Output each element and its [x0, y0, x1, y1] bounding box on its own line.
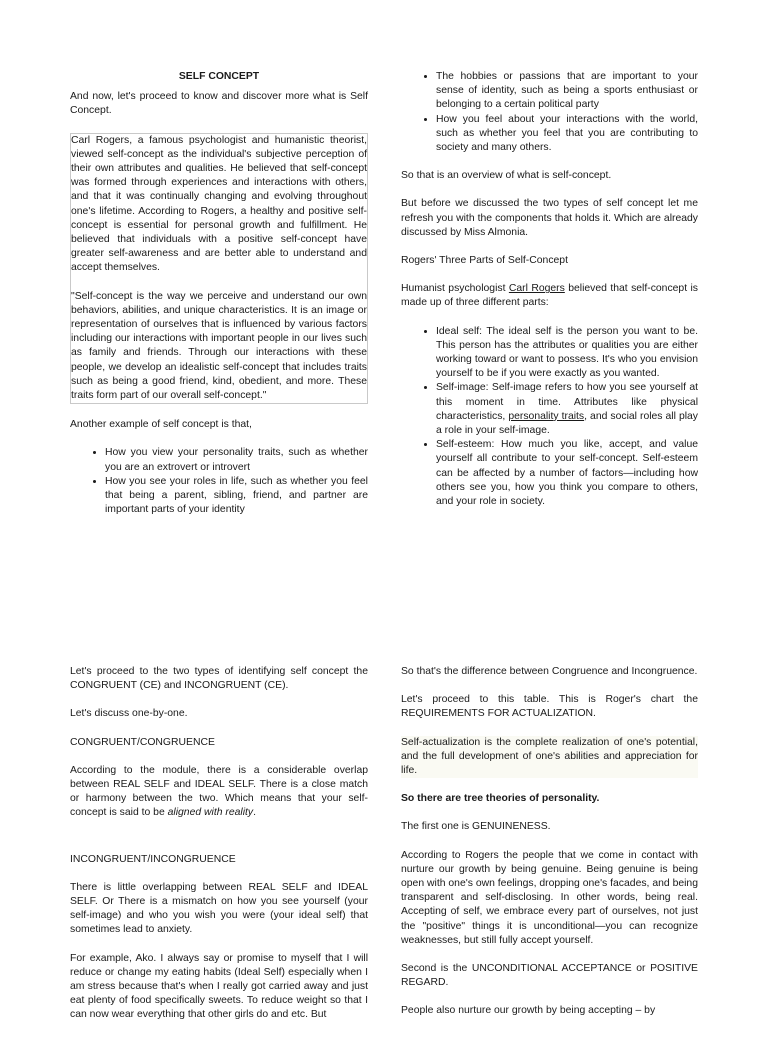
- another-example: Another example of self concept is that,: [70, 419, 252, 431]
- congruence-paragraph: [70, 764, 368, 821]
- humanist-paragraph: [401, 282, 698, 310]
- congruence-text: According to the module, there is a considerable overlap between REAL SELF and IDEAL SELF. There is a close match or harmony between the two. Which means that your self-concept is said to be: [70, 764, 368, 819]
- list-item: • The hobbies or passions that are important to your sense of identity, such as being a sports enthusiast or belonging to a certain political party: [436, 70, 698, 113]
- right-column-top: [401, 70, 698, 523]
- difference-paragraph: So that's the difference between Congruence and Incongruence.: [401, 666, 698, 677]
- left-column-top: [70, 70, 368, 531]
- self-image-item: [436, 381, 698, 438]
- list-item: • How you see your roles in life, such as whether you feel that being a parent, sibling, friend, and partner are important parts of your identity: [105, 475, 368, 518]
- genuineness-paragraph: According to Rogers the people that we come in contact with nurture our growth by being genuine. Being genuine is being open with one's own feelings, dropping one's facades, and being transparent and self-disclosing. In other words, being real. Accepting of self, we embrace every part of ourselves, not just the "positive" things it is unconditional—you can recognize weaknesses, but still fully accept yourself.: [401, 849, 698, 946]
- example-list-continued: [401, 70, 698, 155]
- parts-list: [401, 325, 698, 510]
- one-by-one: Let's discuss one-by-one.: [70, 708, 188, 720]
- list-item: • How you view your personality traits, such as whether you are an extrovert or introvert: [105, 446, 368, 474]
- quote-box: [70, 133, 368, 405]
- aligned-emphasis: aligned with reality: [167, 807, 254, 819]
- incongruence-heading: INCONGRUENT/INCONGRUENCE: [70, 853, 236, 865]
- before-paragraph: But before we discussed the two types of self concept let me refresh you with the components that holds it. Which are already discussed by Miss Almonia.: [401, 198, 698, 238]
- intro-paragraph: And now, let's proceed to know and discover more what is Self Concept.: [70, 91, 368, 117]
- self-image-text-end: , and social roles all play a role in your self-image.: [436, 410, 699, 437]
- page-title: SELF CONCEPT: [178, 71, 260, 82]
- two-types-paragraph: Let's proceed to the two types of identifying self concept the CONGRUENT (CE) and INCONGRUENT (CE).: [70, 666, 368, 692]
- incongruence-paragraph: There is little overlapping between REAL SELF and IDEAL SELF. Or There is a mismatch on how you see yourself (your self-image) and who you wish you were (your ideal self) that sometimes lead to anxiety.: [70, 881, 368, 936]
- right-column-bottom: [401, 665, 698, 1033]
- left-column-bottom: [70, 665, 368, 1037]
- congruence-heading: CONGRUENT/CONGRUENCE: [70, 736, 215, 748]
- genuineness-heading: The first one is GENUINENESS.: [401, 821, 551, 833]
- list-item: • How you feel about your interactions with the world, such as whether you feel that you are contributing to society and many others.: [436, 113, 698, 156]
- rogers-paragraph: Carl Rogers, a famous psychologist and humanistic theorist, viewed self-concept as the individual's subjective perception of their own attributes and qualities. He believed that self-concept was formed through experiences and interactions with others, and that it was continually changing and evolving throughout one's lifetime. According to Rogers, a healthy and positive self-concept is essential for personal growth and fulfillment. He believed that individuals with a positive self-concept have greater self-awareness and are better able to understand and accept themselves.: [71, 134, 367, 274]
- self-esteem-item: • Self-esteem: How much you like, accept, and value yourself all contribute to your self-concept. Self-esteem can be affected by a number of factors—including how others see you, how you think you compare to others, and your role in society.: [436, 438, 698, 509]
- personality-traits-link[interactable]: personality traits: [508, 410, 585, 422]
- three-theories-heading: So there are tree theories of personality.: [401, 793, 600, 805]
- ideal-self-item: • Ideal self: The ideal self is the person you want to be. This person has the attributes or qualities you are either working toward or want to possess. It's who you envision yourself to be if you were exactly as you wanted.: [436, 325, 698, 382]
- parts-heading: Rogers' Three Parts of Self-Concept: [401, 255, 568, 267]
- overview-paragraph: So that is an overview of what is self-concept.: [401, 170, 612, 182]
- humanist-text-end: believed that self-concept is made up of three different parts:: [401, 283, 698, 309]
- table-paragraph: Let's proceed to this table. This is Roger's chart the REQUIREMENTS FOR ACTUALIZATION.: [401, 694, 698, 720]
- congruence-text-end: .: [253, 807, 256, 819]
- humanist-text: Humanist psychologist: [401, 283, 509, 295]
- example-paragraph: For example, Ako. I always say or promise to myself that I will reduce or change my eating habits (Ideal Self) especially when I am stress because that's when I really got carried away and just eat plenty of food specifically sweets. To reduce weight so that I can now wear everything that other girls do and etc. But: [70, 952, 368, 1021]
- self-concept-quote: "Self-concept is the way we perceive and understand our own behaviors, abilities, and unique characteristics. It is an image or representation of ourselves that is influenced by various factors including our interactions with important people in our lives such as family and friends. Through our interactions with these people, we develop an idealistic self-concept that includes traits such as being a good friend, kind, obedient, and more. These traits form part of our overall self-concept.": [71, 290, 367, 402]
- example-list: [70, 446, 368, 517]
- carl-rogers-link[interactable]: Carl Rogers: [508, 283, 565, 295]
- self-image-text: Self-image: Self-image refers to how you see yourself at this moment in time. Attributes like physical characteristics,: [436, 382, 698, 422]
- acceptance-paragraph: People also nurture our growth by being accepting – by: [401, 1005, 656, 1017]
- acceptance-heading: Second is the UNCONDITIONAL ACCEPTANCE or POSITIVE REGARD.: [401, 963, 698, 989]
- self-actualization-paragraph: Self-actualization is the complete realization of one's potential, and the full development of one's abilities and appreciation for life.: [401, 736, 698, 779]
